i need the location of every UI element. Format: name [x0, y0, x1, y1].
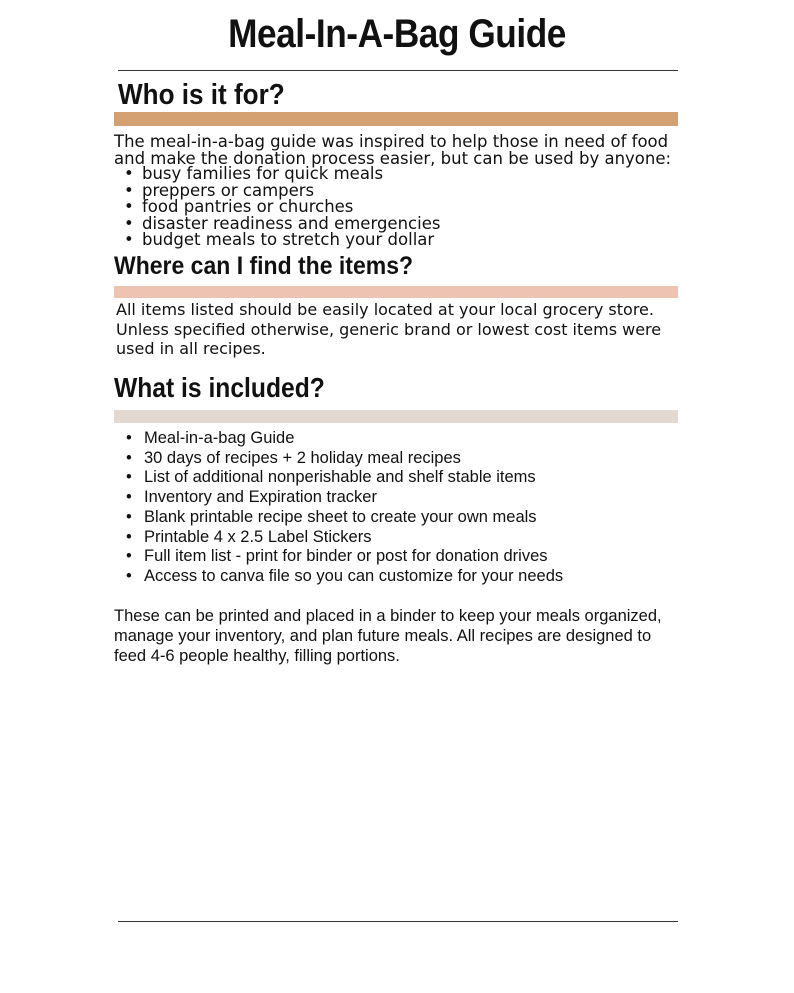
- list-item: • Meal-in-a-bag Guide: [124, 429, 563, 449]
- section-bar-what: [114, 410, 678, 423]
- page-title: Meal-In-A-Bag Guide: [228, 12, 566, 56]
- list-item: • busy families for quick meals: [122, 166, 440, 183]
- list-item: • 30 days of recipes + 2 holiday meal recipes: [124, 449, 563, 469]
- list-item: • food pantries or churches: [122, 199, 440, 216]
- bottom-divider: [118, 921, 678, 922]
- audience-list: [122, 166, 440, 249]
- list-item: • Inventory and Expiration tracker: [124, 488, 563, 508]
- list-item: • Access to canva file so you can customize for your needs: [124, 567, 563, 587]
- section-heading-who: Who is it for?: [118, 79, 285, 111]
- section-heading-what: What is included?: [114, 372, 325, 403]
- section-bar-who: [114, 112, 678, 126]
- section-heading-where: Where can I find the items?: [114, 252, 414, 280]
- list-item: • disaster readiness and emergencies: [122, 216, 440, 233]
- list-item: • List of additional nonperishable and shelf stable items: [124, 468, 563, 488]
- section-body-where: All items listed should be easily located at your local grocery store. Unless specified otherwise, generic brand or lowest cost items were used in all recipes.: [116, 300, 662, 358]
- section-intro-who: The meal-in-a-bag guide was inspired to help those in need of food and make the donation process easier, but can be used by anyone:: [114, 132, 672, 168]
- list-item: • preppers or campers: [122, 183, 440, 200]
- top-divider: [118, 70, 678, 71]
- included-list: [124, 429, 563, 587]
- list-item: • Full item list - print for binder or post for donation drives: [124, 547, 563, 567]
- list-item: • Printable 4 x 2.5 Label Stickers: [124, 528, 563, 548]
- closing-paragraph: These can be printed and placed in a binder to keep your meals organized, manage your inventory, and plan future meals. All recipes are designed to feed 4-6 people healthy, filling portions.: [114, 607, 662, 665]
- section-bar-where: [114, 286, 678, 298]
- list-item: • budget meals to stretch your dollar: [122, 232, 440, 249]
- list-item: • Blank printable recipe sheet to create your own meals: [124, 508, 563, 528]
